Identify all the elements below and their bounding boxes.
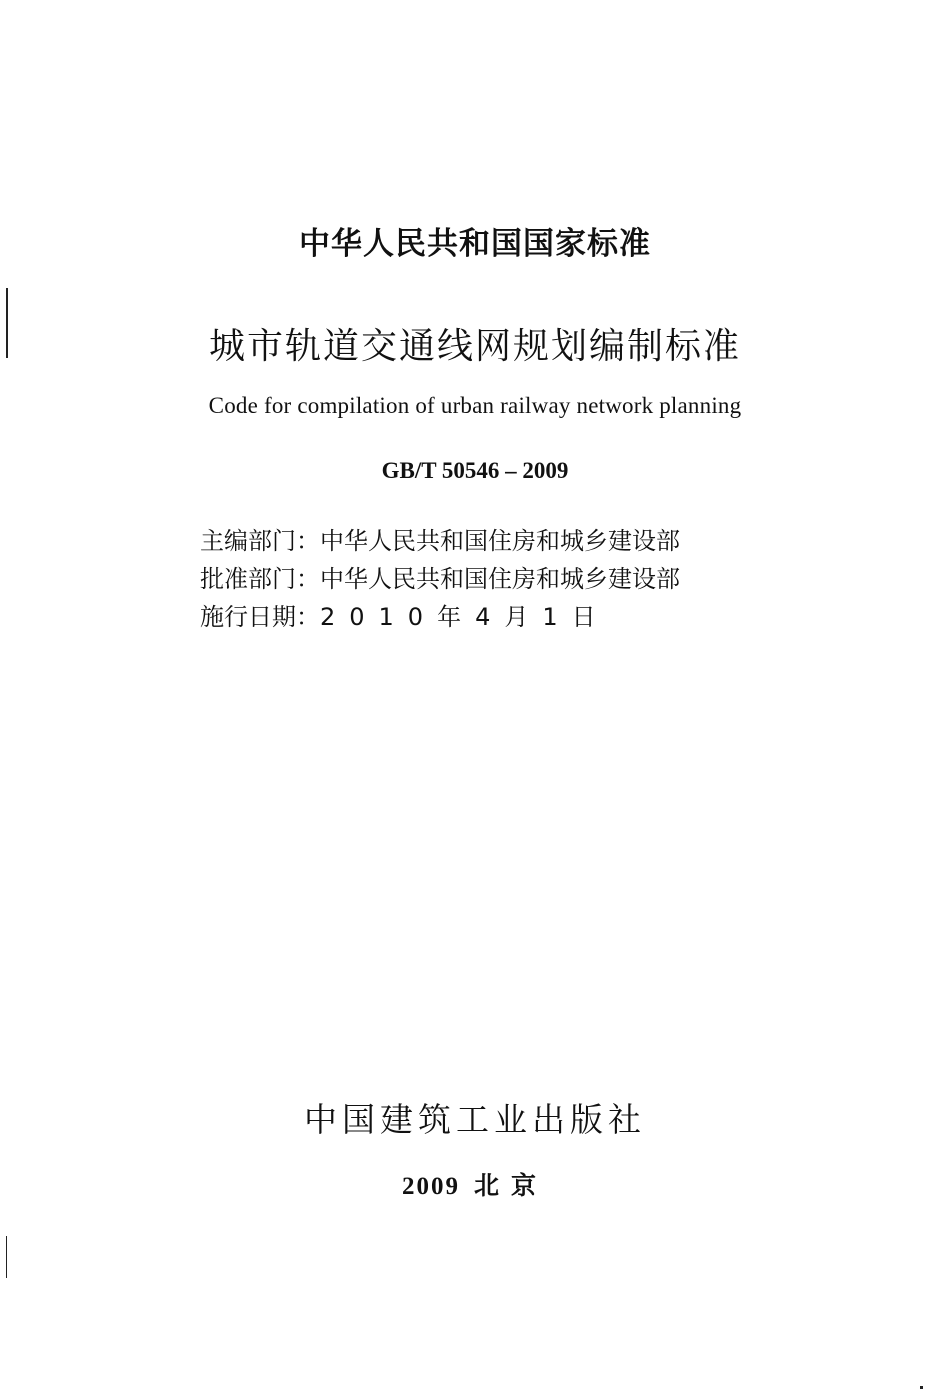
approval-department-row: [200, 560, 760, 598]
effective-date-label: 施行日期：: [200, 603, 320, 631]
standard-code-number: GB/T 50546 – 2009: [381, 458, 569, 483]
publication-city: 北京: [473, 1171, 548, 1200]
standard-info-block: [200, 522, 760, 636]
standard-title-english: Code for compilation of urban railway network planning: [208, 393, 742, 418]
chief-department-row: [200, 522, 760, 560]
chief-department-value: 中华人民共和国住房和城乡建设部: [320, 527, 680, 555]
effective-date-value: 2010年4月1日: [320, 603, 610, 631]
approval-department-label: 批准部门：: [200, 565, 320, 593]
scan-dust-mark: [920, 1386, 923, 1389]
scan-edge-mark: [6, 1236, 7, 1278]
chief-department-label: 主编部门：: [200, 527, 320, 555]
national-standard-heading: 中华人民共和国国家标准: [299, 226, 651, 262]
publication-year: 2009: [401, 1173, 460, 1200]
effective-date-row: [200, 598, 760, 636]
scan-edge-mark: [6, 288, 8, 358]
standard-title-chinese: 城市轨道交通线网规划编制标准: [208, 326, 741, 367]
publisher-name: 中国建筑工业出版社: [304, 1100, 646, 1139]
approval-department-value: 中华人民共和国住房和城乡建设部: [320, 565, 680, 593]
publication-year-place: [0, 1166, 950, 1202]
